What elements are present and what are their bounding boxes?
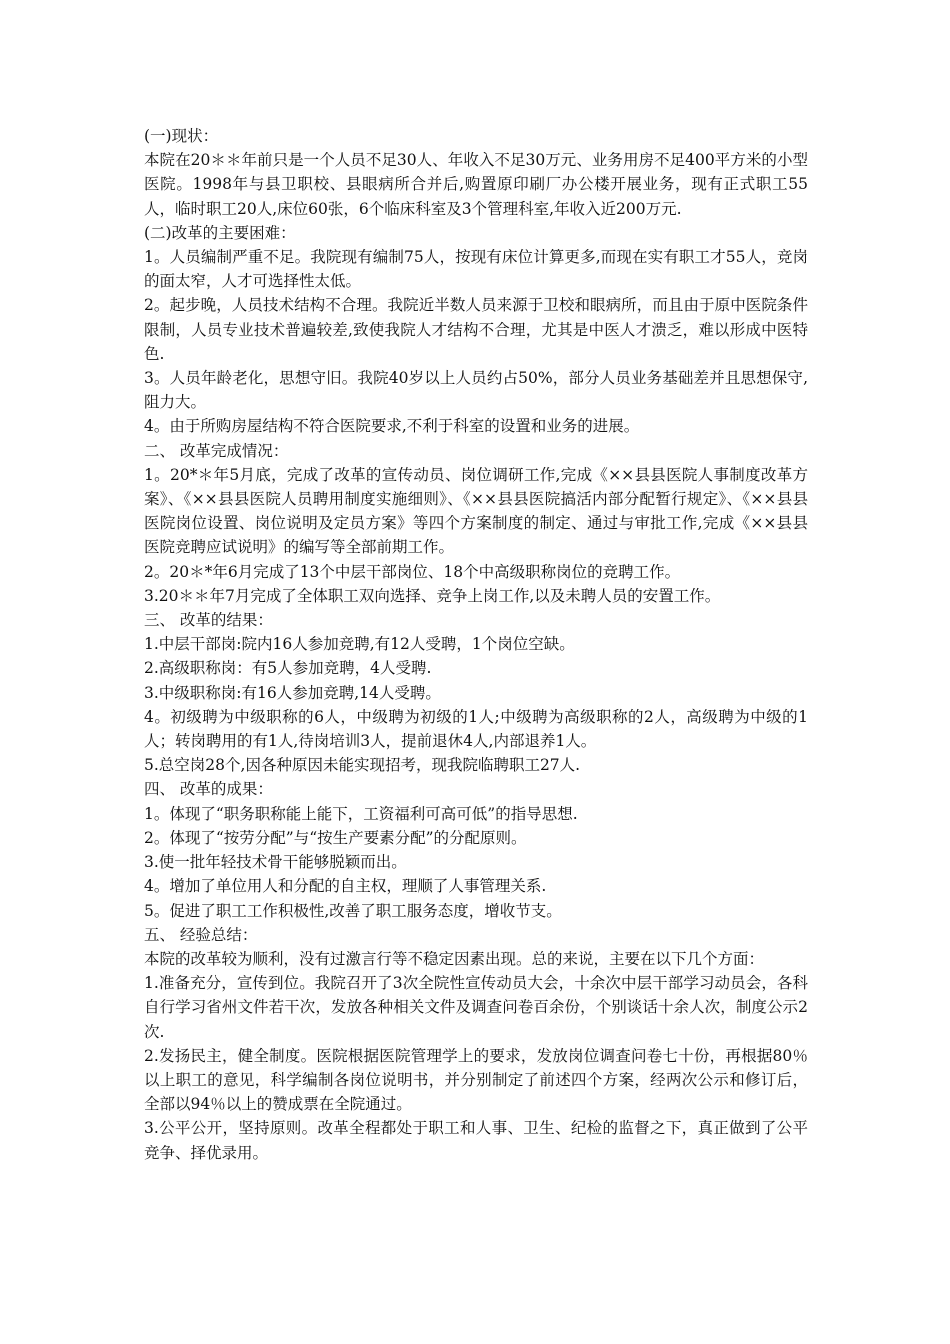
heading-results: 三、 改革的结果：: [144, 611, 273, 630]
list-item: 4。增加了单位用人和分配的自主权，理顺了人事管理关系.: [144, 877, 547, 896]
heading-status: (一)现状：: [144, 127, 219, 145]
list-item: 3。人员年龄老化，思想守旧。我院40岁以上人员约占50%，部分人员业务基础差并且思想保守,阻力大。: [144, 369, 808, 412]
list-item: 4。由于所购房屋结构不符合医院要求,不利于科室的设置和业务的进展。: [144, 417, 640, 436]
list-item: 1。人员编制严重不足。我院现有编制75人，按现有床位计算更多,而现在实有职工才55人，竞岗的面太窄，人才可选择性太低。: [144, 248, 808, 291]
list-item: 5.总空岗28个,因各种原因未能实现招考，现我院临聘职工27人.: [144, 756, 581, 775]
heading-experience: 五、 经验总结：: [144, 925, 258, 944]
list-item: 2。体现了“按劳分配”与“按生产要素分配”的分配原则。: [144, 828, 527, 847]
list-item: 2。20＊*年6月完成了13个中层干部岗位、18个中高级职称岗位的竞聘工作。: [144, 562, 681, 581]
list-item: 2.发扬民主，健全制度。医院根据医院管理学上的要求，发放岗位调查问卷七十份，再根据80％以上职工的意见，科学编制各岗位说明书，并分别制定了前述四个方案，经两次公示和修订后，全部以94％以上的赞成票在全院通过。: [144, 1046, 808, 1114]
heading-completion: 二、 改革完成情况：: [144, 441, 289, 460]
list-item: 2.高级职称岗：有5人参加竞聘，4人受聘.: [144, 659, 432, 678]
paragraph-status: 本院在20＊＊年前只是一个人员不足30人、年收入不足30万元、业务用房不足400平方米的小型医院。1998年与县卫职校、县眼病所合并后,购置原印刷厂办公楼开展业务，现有正式职工55人，临时职工20人,床位60张，6个临床科室及3个管理科室,年收入近200万元.: [144, 151, 808, 218]
heading-difficulties: (二)改革的主要困难：: [144, 223, 296, 242]
list-item: 1。20*＊年5月底，完成了改革的宣传动员、岗位调研工作,完成《××县县医院人事制度改革方案》、《××县县医院人员聘用制度实施细则》、《××县县医院搞活内部分配暂行规定》、《××县县医院岗位设置、岗位说明及定员方案》等四个方案制度的制定、通过与审批工作,完成《××县县医院竞聘应试说明》的编写等全部前期工作。: [144, 465, 808, 557]
list-item: 1。体现了“职务职称能上能下，工资福利可高可低”的指导思想.: [144, 804, 578, 823]
document-body: [144, 124, 808, 1165]
list-item: 2。起步晚，人员技术结构不合理。我院近半数人员来源于卫校和眼病所，而且由于原中医院条件限制，人员专业技术普遍较差,致使我院人才结构不合理，尤其是中医人才溃乏，难以形成中医特色.: [144, 296, 808, 363]
list-item: 3.使一批年轻技术骨干能够脱颖而出。: [144, 853, 407, 872]
heading-achievements: 四、 改革的成果：: [144, 780, 273, 799]
list-item: 3.公平公开，坚持原则。改革全程都处于职工和人事、卫生、纪检的监督之下，真正做到了公平竞争、择优录用。: [144, 1119, 808, 1162]
list-item: 4。初级聘为中级职称的6人，中级聘为初级的1人;中级聘为高级职称的2人，高级聘为中级的1人；转岗聘用的有1人,待岗培训3人，提前退休4人,内部退养1人。: [144, 707, 808, 751]
paragraph-experience-intro: 本院的改革较为顺利，没有过激言行等不稳定因素出现。总的来说，主要在以下几个方面：: [144, 949, 765, 968]
list-item: 1.中层干部岗:院内16人参加竞聘,有12人受聘，1个岗位空缺。: [144, 635, 575, 654]
list-item: 5。促进了职工工作积极性,改善了职工服务态度，增收节支。: [144, 901, 562, 920]
list-item: 1.准备充分，宣传到位。我院召开了3次全院性宣传动员大会，十余次中层干部学习动员会，各科自行学习省州文件若干次，发放各种相关文件及调查问卷百余份，个别谈话十余人次，制度公示2次.: [144, 974, 808, 1041]
list-item: 3.20＊＊年7月完成了全体职工双向选择、竞争上岗工作,以及未聘人员的安置工作。: [144, 586, 721, 605]
list-item: 3.中级职称岗:有16人参加竞聘,14人受聘。: [144, 683, 441, 702]
